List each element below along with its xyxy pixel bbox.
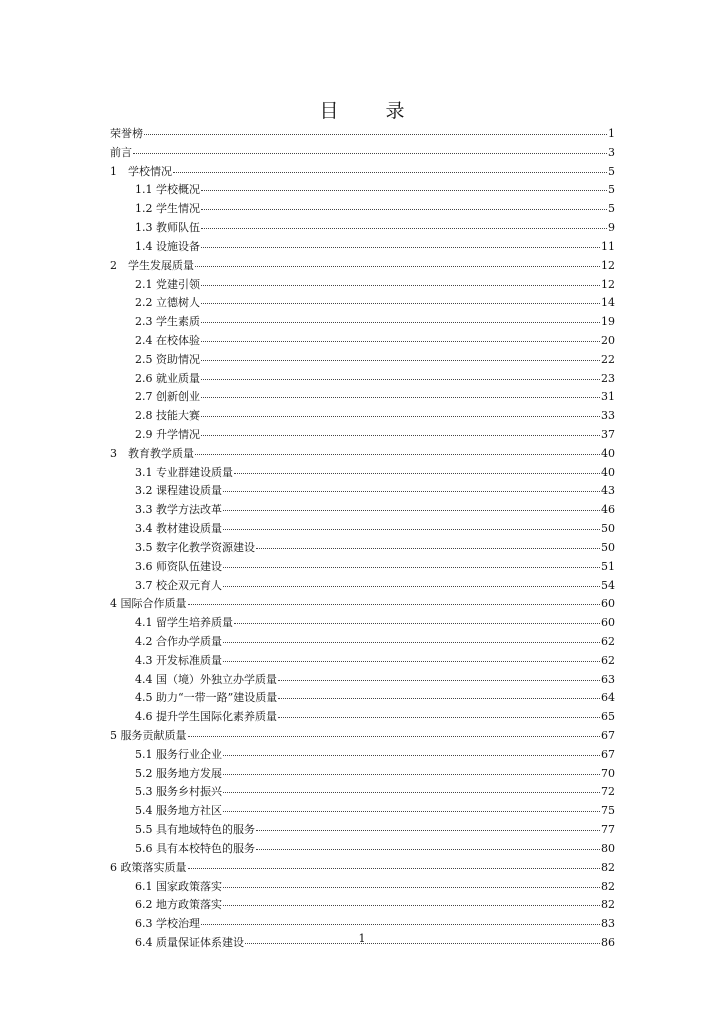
toc-entry-label: 6.3 学校治理 [135, 917, 200, 931]
toc-dot-leader [223, 642, 600, 643]
toc-entry-page: 46 [601, 503, 615, 517]
toc-entry-page: 86 [601, 935, 615, 949]
toc-dot-leader [278, 717, 600, 718]
toc-entry-label: 5.6 具有本校特色的服务 [135, 841, 255, 855]
toc-entry-label: 6.1 国家政策落实 [135, 879, 222, 893]
toc-entry[interactable] [110, 464, 615, 483]
toc-dot-leader [201, 341, 600, 342]
toc-entry-page: 14 [601, 296, 615, 310]
toc-dot-leader [201, 397, 600, 398]
toc-entry-label: 5.5 具有地域特色的服务 [135, 823, 255, 837]
toc-dot-leader [201, 285, 600, 286]
toc-entry[interactable] [110, 896, 615, 915]
toc-entry-label: 4 国际合作质量 [110, 597, 187, 611]
toc-entry-page: 50 [601, 522, 615, 536]
toc-entry-page: 83 [601, 917, 615, 931]
toc-dot-leader [201, 303, 600, 304]
toc-entry-page: 12 [601, 258, 615, 272]
toc-entry-label: 2.6 就业质量 [135, 371, 200, 385]
toc-entry-label: 4.1 留学生培养质量 [135, 616, 233, 630]
toc-entry-label: 2.1 党建引领 [135, 277, 200, 291]
toc-dot-leader [234, 473, 600, 474]
toc-entry-label: 5.3 服务乡村振兴 [135, 785, 222, 799]
page-number: 1 [358, 932, 366, 945]
toc-entry-label: 2 学生发展质量 [110, 258, 194, 272]
toc-entry-label: 3.6 师资队伍建设 [135, 559, 222, 573]
toc-title: 目 录 [319, 100, 419, 122]
toc-entry[interactable] [110, 163, 615, 182]
toc-entry[interactable] [110, 125, 615, 144]
toc-entry-page: 80 [601, 841, 615, 855]
toc-entry[interactable] [110, 708, 615, 727]
toc-entry-page: 5 [608, 202, 615, 216]
toc-entry[interactable] [110, 238, 615, 257]
toc-entry[interactable] [110, 332, 615, 351]
toc-entry-label: 3.2 课程建设质量 [135, 484, 222, 498]
toc-entry[interactable] [110, 407, 615, 426]
toc-entry[interactable] [110, 370, 615, 389]
toc-entry-page: 82 [601, 898, 615, 912]
toc-dot-leader [223, 567, 600, 568]
toc-entry-page: 75 [601, 804, 615, 818]
toc-entry-page: 9 [608, 221, 615, 235]
toc-entry-label: 1.1 学校概况 [135, 183, 200, 197]
toc-entry-page: 67 [601, 747, 615, 761]
toc-dot-leader [188, 868, 601, 869]
toc-entry-page: 43 [601, 484, 615, 498]
toc-entry-label: 6.4 质量保证体系建设 [135, 935, 244, 949]
toc-entry-label: 荣誉榜 [110, 127, 143, 140]
toc-entry[interactable] [110, 539, 615, 558]
toc-entry-label: 3.3 教学方法改革 [135, 503, 222, 517]
toc-entry-label: 1.2 学生情况 [135, 202, 200, 216]
toc-entry-page: 20 [601, 333, 615, 347]
toc-entry-page: 12 [601, 277, 615, 291]
toc-entry-label: 6.2 地方政策落实 [135, 898, 222, 912]
toc-entry-label: 3 教育教学质量 [110, 446, 194, 460]
toc-dot-leader [144, 134, 607, 135]
toc-dot-leader [223, 887, 600, 888]
toc-entry-page: 64 [601, 691, 615, 705]
toc-dot-leader [188, 604, 601, 605]
toc-dot-leader [223, 811, 600, 812]
toc-entry-page: 11 [601, 239, 615, 253]
toc-list [110, 125, 615, 953]
toc-entry-page: 62 [601, 634, 615, 648]
toc-entry[interactable] [110, 388, 615, 407]
toc-dot-leader [188, 736, 601, 737]
toc-entry[interactable] [110, 840, 615, 859]
toc-dot-leader [201, 209, 607, 210]
toc-dot-leader [133, 153, 607, 154]
toc-entry-page: 23 [601, 371, 615, 385]
toc-entry[interactable] [110, 482, 615, 501]
toc-entry-page: 65 [601, 710, 615, 724]
toc-entry-label: 5.1 服务行业企业 [135, 747, 222, 761]
toc-dot-leader [278, 680, 600, 681]
toc-entry-label: 2.9 升学情况 [135, 428, 200, 441]
toc-entry-page: 70 [601, 766, 615, 780]
toc-entry[interactable] [110, 200, 615, 219]
toc-entry-label: 3.5 数字化教学资源建设 [135, 540, 255, 554]
toc-entry-page: 82 [601, 879, 615, 893]
toc-entry-page: 22 [601, 352, 615, 366]
toc-entry[interactable] [110, 765, 615, 784]
toc-dot-leader [201, 190, 607, 191]
toc-entry-page: 62 [601, 653, 615, 667]
toc-entry[interactable] [110, 294, 615, 313]
toc-entry-page: 67 [601, 729, 615, 742]
toc-entry-label: 5.2 服务地方发展 [135, 766, 222, 780]
toc-entry[interactable] [110, 501, 615, 520]
toc-entry-label: 2.3 学生素质 [135, 315, 200, 329]
toc-entry[interactable] [110, 821, 615, 840]
toc-entry-page: 1 [608, 127, 615, 140]
toc-dot-leader [223, 755, 600, 756]
toc-entry-label: 4.3 开发标准质量 [135, 653, 222, 667]
toc-entry-page: 51 [601, 559, 615, 573]
toc-entry[interactable] [110, 783, 615, 802]
toc-entry[interactable] [110, 520, 615, 539]
toc-entry-page: 31 [601, 390, 615, 404]
toc-dot-leader [201, 228, 607, 229]
toc-entry-label: 1.4 设施设备 [135, 239, 200, 253]
toc-entry[interactable] [110, 219, 615, 238]
toc-dot-leader [223, 510, 600, 511]
toc-entry-page: 54 [601, 578, 615, 592]
toc-entry-label: 2.5 资助情况 [135, 352, 200, 366]
toc-dot-leader [195, 454, 600, 455]
toc-dot-leader [201, 322, 600, 323]
toc-dot-leader [256, 849, 600, 850]
toc-entry-label: 3.7 校企双元育人 [135, 578, 222, 592]
toc-entry-page: 82 [601, 860, 615, 874]
toc-entry-page: 40 [601, 465, 615, 479]
toc-dot-leader [223, 529, 600, 530]
toc-entry-label: 2.4 在校体验 [135, 333, 200, 347]
toc-entry-page: 5 [608, 183, 615, 197]
toc-entry-page: 3 [608, 145, 615, 159]
toc-entry-page: 60 [601, 597, 615, 611]
toc-entry-page: 63 [601, 672, 615, 686]
toc-dot-leader [201, 247, 600, 248]
toc-entry-label: 2.2 立德树人 [135, 296, 200, 310]
toc-entry-label: 2.8 技能大赛 [135, 409, 200, 423]
toc-dot-leader [223, 661, 600, 662]
toc-dot-leader [201, 924, 600, 925]
toc-entry-label: 5.4 服务地方社区 [135, 804, 222, 818]
toc-entry[interactable] [110, 652, 615, 671]
toc-entry[interactable] [110, 689, 615, 708]
toc-entry-page: 37 [601, 428, 615, 441]
toc-dot-leader [278, 698, 600, 699]
toc-entry-label: 4.5 助力“一带一路”建设质量 [135, 691, 278, 705]
toc-entry[interactable] [110, 144, 615, 163]
toc-entry[interactable] [110, 558, 615, 577]
toc-dot-leader [201, 360, 600, 361]
toc-entry-page: 72 [601, 785, 615, 799]
toc-entry[interactable] [110, 351, 615, 370]
toc-entry[interactable] [110, 746, 615, 765]
toc-dot-leader [234, 623, 600, 624]
toc-entry[interactable] [110, 445, 615, 464]
toc-entry-label: 5 服务贡献质量 [110, 729, 187, 742]
toc-dot-leader [195, 266, 600, 267]
toc-dot-leader [173, 172, 607, 173]
toc-entry[interactable] [110, 727, 615, 746]
toc-entry[interactable] [110, 595, 615, 614]
toc-entry-label: 2.7 创新创业 [135, 390, 200, 404]
toc-entry[interactable] [110, 633, 615, 652]
toc-entry-label: 6 政策落实质量 [110, 860, 187, 874]
toc-entry[interactable] [110, 859, 615, 878]
toc-entry-label: 4.6 提升学生国际化素养质量 [135, 710, 277, 724]
toc-entry[interactable] [110, 426, 615, 445]
toc-entry-page: 33 [601, 409, 615, 423]
toc-dot-leader [223, 774, 600, 775]
toc-dot-leader [256, 830, 600, 831]
toc-entry-page: 60 [601, 616, 615, 630]
toc-dot-leader [223, 905, 600, 906]
toc-entry[interactable] [110, 802, 615, 821]
toc-entry-label: 前言 [110, 145, 132, 159]
toc-entry[interactable] [110, 671, 615, 690]
toc-entry-label: 1.3 教师队伍 [135, 221, 200, 235]
toc-entry-label: 1 学校情况 [110, 164, 172, 178]
toc-entry-page: 77 [601, 823, 615, 837]
toc-dot-leader [201, 435, 600, 436]
toc-dot-leader [223, 491, 600, 492]
toc-entry-label: 3.1 专业群建设质量 [135, 465, 233, 479]
toc-entry[interactable] [110, 276, 615, 295]
toc-dot-leader [201, 379, 600, 380]
toc-entry-label: 4.4 国（境）外独立办学质量 [135, 672, 277, 686]
toc-entry-page: 19 [601, 315, 615, 329]
toc-entry[interactable] [110, 181, 615, 200]
toc-entry[interactable] [110, 878, 615, 897]
toc-entry[interactable] [110, 313, 615, 332]
toc-dot-leader [256, 548, 600, 549]
toc-entry-label: 4.2 合作办学质量 [135, 634, 222, 648]
toc-entry-page: 5 [608, 164, 615, 178]
toc-entry[interactable] [110, 577, 615, 596]
toc-dot-leader [223, 586, 600, 587]
toc-entry-label: 3.4 教材建设质量 [135, 522, 222, 536]
toc-entry-page: 50 [601, 540, 615, 554]
toc-entry[interactable] [110, 614, 615, 633]
toc-entry-page: 40 [601, 446, 615, 460]
toc-entry[interactable] [110, 257, 615, 276]
toc-dot-leader [223, 792, 600, 793]
toc-dot-leader [201, 416, 600, 417]
